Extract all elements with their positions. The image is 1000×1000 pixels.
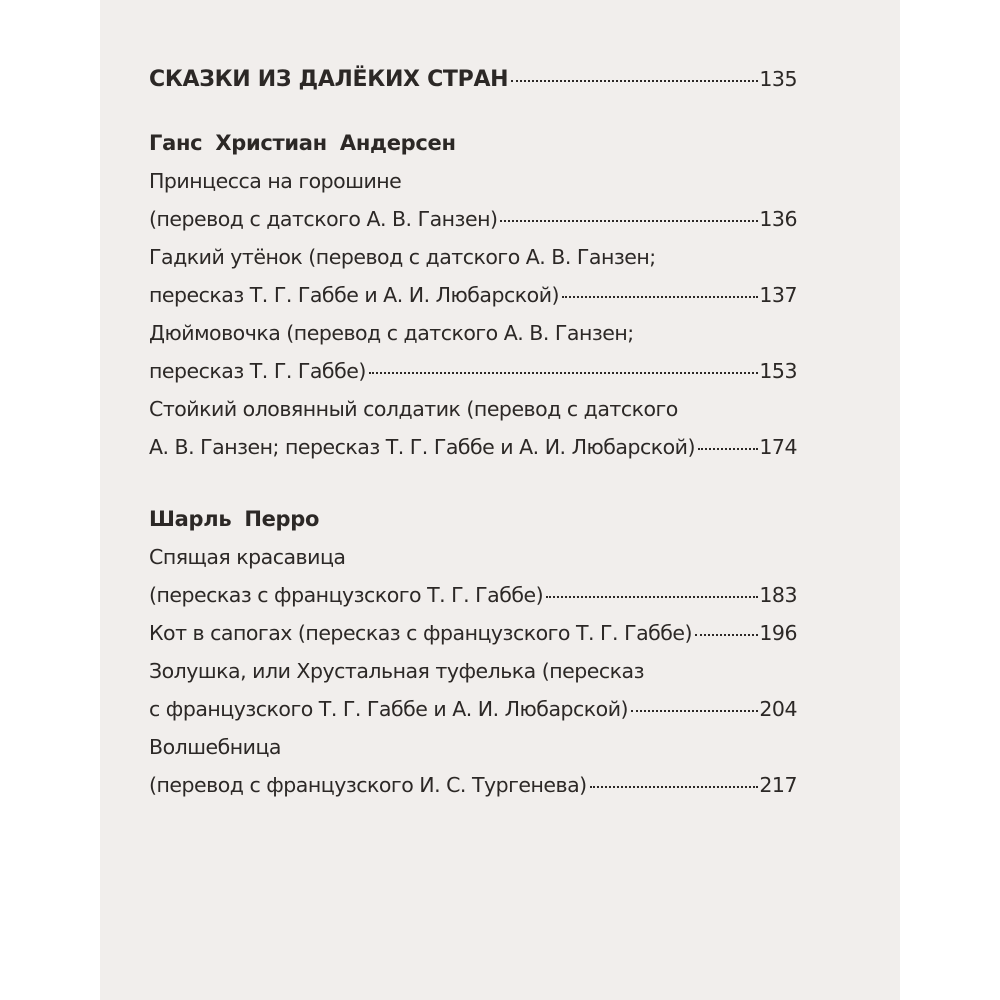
author-name: Ганс Христиан Андерсен bbox=[149, 131, 456, 155]
page-number: 217 bbox=[759, 773, 797, 797]
page-number: 174 bbox=[759, 435, 797, 459]
book-page bbox=[100, 0, 900, 1000]
page-number: 204 bbox=[759, 697, 797, 721]
toc-entry-line bbox=[149, 162, 797, 200]
dot-leader bbox=[590, 786, 759, 788]
toc-entry-line bbox=[149, 728, 797, 766]
toc-entry-text: Спящая красавица bbox=[149, 545, 346, 569]
toc-entry-text: Дюймовочка (перевод с датского А. В. Ганзен; bbox=[149, 321, 634, 345]
toc-entry-line bbox=[149, 390, 797, 428]
dot-leader bbox=[695, 634, 758, 636]
dot-leader bbox=[698, 448, 758, 450]
dot-leader bbox=[546, 596, 758, 598]
dot-leader bbox=[562, 296, 758, 298]
toc-entry-line bbox=[149, 314, 797, 352]
toc-entry-text: пересказ Т. Г. Габбе и А. И. Любарской) bbox=[149, 283, 560, 307]
toc-entry-text: с французского Т. Г. Габбе и А. И. Любарской) bbox=[149, 697, 629, 721]
toc-entry-line bbox=[149, 576, 797, 614]
toc-entry-text: А. В. Ганзен; пересказ Т. Г. Габбе и А. И. Любарской) bbox=[149, 435, 695, 459]
toc-entry-line bbox=[149, 238, 797, 276]
toc-entry-text: Кот в сапогах (пересказ с французского Т. Г. Габбе) bbox=[149, 621, 693, 645]
page-number: 196 bbox=[759, 621, 797, 645]
section-title-line bbox=[149, 60, 797, 98]
toc-entry-line bbox=[149, 276, 797, 314]
toc-entry-line bbox=[149, 614, 797, 652]
page-number: 136 bbox=[759, 207, 797, 231]
toc-entry-text: Стойкий оловянный солдатик (перевод с датского bbox=[149, 397, 678, 421]
toc-entry-line bbox=[149, 652, 797, 690]
toc-entry-line bbox=[149, 200, 797, 238]
toc-entry-line bbox=[149, 766, 797, 804]
toc-entry-line bbox=[149, 352, 797, 390]
toc-entry-line bbox=[149, 690, 797, 728]
toc-entry-text: (перевод с датского А. В. Ганзен) bbox=[149, 207, 498, 231]
page-number: 153 bbox=[759, 359, 797, 383]
toc-entry-text: (пересказ с французского Т. Г. Габбе) bbox=[149, 583, 544, 607]
toc-entry-text: Гадкий утёнок (перевод с датского А. В. Ганзен; bbox=[149, 245, 656, 269]
toc-entry-text: пересказ Т. Г. Габбе) bbox=[149, 359, 366, 383]
toc-entry-line bbox=[149, 538, 797, 576]
toc-entry-text: Принцесса на горошине bbox=[149, 169, 402, 193]
toc-entry-text: (перевод с французского И. С. Тургенева) bbox=[149, 773, 587, 797]
author-name: Шарль Перро bbox=[149, 507, 320, 531]
toc-entry-line bbox=[149, 428, 797, 466]
toc-entry-text: Золушка, или Хрустальная туфелька (пересказ bbox=[149, 659, 644, 683]
dot-leader bbox=[511, 80, 758, 82]
dot-leader bbox=[500, 220, 758, 222]
page-number: 135 bbox=[759, 67, 797, 91]
section-title: СКАЗКИ ИЗ ДАЛЁКИХ СТРАН bbox=[149, 67, 509, 92]
dot-leader bbox=[369, 372, 759, 374]
page-number: 183 bbox=[759, 583, 797, 607]
page-number: 137 bbox=[759, 283, 797, 307]
dot-leader bbox=[631, 710, 758, 712]
table-of-contents bbox=[149, 60, 797, 804]
toc-entry-text: Волшебница bbox=[149, 735, 281, 759]
